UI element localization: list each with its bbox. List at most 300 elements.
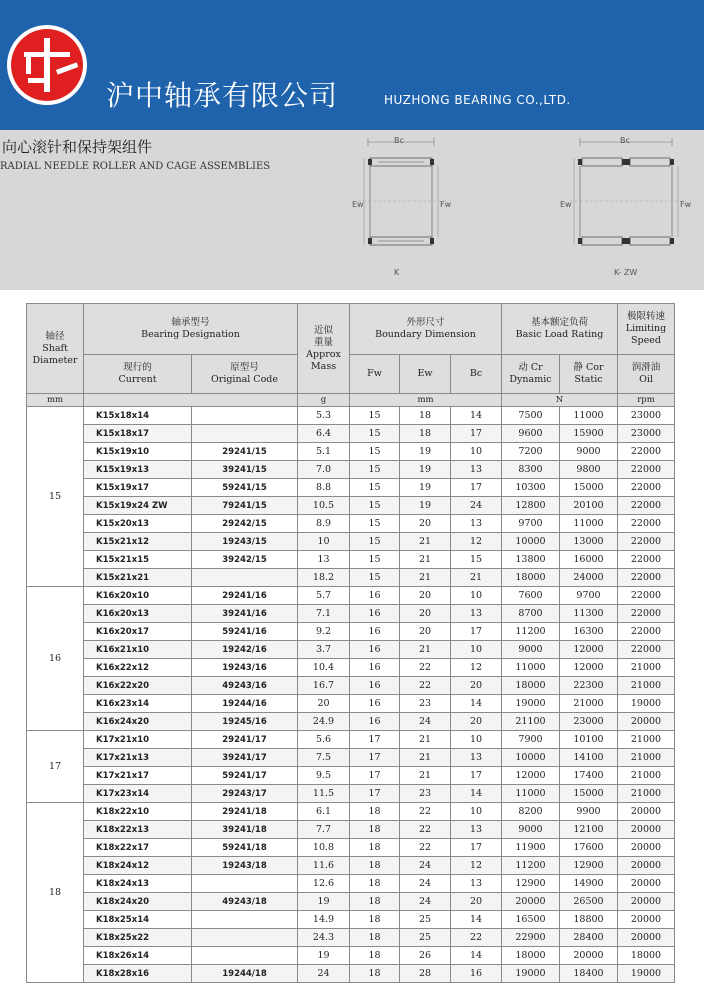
original-cell: 59241/17: [192, 767, 298, 785]
speed-cell: 22000: [618, 515, 675, 533]
designation-cell: K15x21x21: [84, 569, 192, 587]
designation-cell: K16x24x20: [84, 713, 192, 731]
cor-cell: 11000: [560, 407, 618, 425]
ew-label: Ew: [560, 200, 572, 209]
mass-cell: 19: [298, 893, 350, 911]
fw-cell: 18: [350, 947, 400, 965]
bc-cell: 14: [451, 785, 502, 803]
table-row: [27, 803, 675, 821]
table-row: [27, 587, 675, 605]
table-row: [27, 461, 675, 479]
table-row: [27, 569, 675, 587]
speed-cell: 22000: [618, 443, 675, 461]
cr-cell: 7500: [502, 407, 560, 425]
cr-cell: 19000: [502, 965, 560, 983]
mass-cell: 5.7: [298, 587, 350, 605]
designation-cell: K16x23x14: [84, 695, 192, 713]
original-cell: 29241/16: [192, 587, 298, 605]
ew-label: Ew: [352, 200, 364, 209]
original-cell: 29243/17: [192, 785, 298, 803]
fw-cell: 18: [350, 857, 400, 875]
ew-cell: 20: [400, 605, 451, 623]
ew-cell: 23: [400, 695, 451, 713]
fw-cell: 15: [350, 407, 400, 425]
ew-cell: 20: [400, 515, 451, 533]
cor-cell: 24000: [560, 569, 618, 587]
table-row: [27, 695, 675, 713]
table-row: [27, 749, 675, 767]
fw-cell: 18: [350, 965, 400, 983]
cr-cell: 11900: [502, 839, 560, 857]
bc-cell: 10: [451, 803, 502, 821]
speed-cell: 20000: [618, 875, 675, 893]
mass-cell: 9.2: [298, 623, 350, 641]
header-oil: 润滑油 Oil: [618, 355, 675, 394]
header-speed: 极限转速 Limiting Speed: [618, 304, 675, 355]
ew-cell: 21: [400, 551, 451, 569]
speed-cell: 22000: [618, 551, 675, 569]
table-row: [27, 497, 675, 515]
mass-cell: 7.0: [298, 461, 350, 479]
mass-cell: 10.4: [298, 659, 350, 677]
header-load: 基本额定负荷 Basic Load Rating: [502, 304, 618, 355]
speed-cell: 18000: [618, 947, 675, 965]
mass-cell: 7.5: [298, 749, 350, 767]
original-cell: [192, 425, 298, 443]
cr-cell: 22900: [502, 929, 560, 947]
ew-cell: 24: [400, 893, 451, 911]
designation-cell: K17x23x14: [84, 785, 192, 803]
fw-cell: 15: [350, 443, 400, 461]
bc-cell: 10: [451, 641, 502, 659]
speed-cell: 20000: [618, 821, 675, 839]
mass-cell: 5.3: [298, 407, 350, 425]
fw-cell: 15: [350, 479, 400, 497]
table-row: [27, 911, 675, 929]
designation-cell: K18x26x14: [84, 947, 192, 965]
fw-cell: 16: [350, 623, 400, 641]
bc-label: Bc: [620, 136, 630, 145]
header-bc: Bc: [451, 355, 502, 394]
designation-cell: K16x22x20: [84, 677, 192, 695]
ew-cell: 28: [400, 965, 451, 983]
bc-cell: 13: [451, 461, 502, 479]
fw-cell: 15: [350, 461, 400, 479]
cor-cell: 17600: [560, 839, 618, 857]
fw-cell: 18: [350, 929, 400, 947]
designation-cell: K15x20x13: [84, 515, 192, 533]
fw-cell: 16: [350, 659, 400, 677]
designation-cell: K18x22x10: [84, 803, 192, 821]
bc-label: Bc: [394, 136, 404, 145]
bc-cell: 17: [451, 767, 502, 785]
original-cell: [192, 875, 298, 893]
speed-cell: 22000: [618, 569, 675, 587]
fw-cell: 18: [350, 821, 400, 839]
cor-cell: 15000: [560, 479, 618, 497]
mass-cell: 5.6: [298, 731, 350, 749]
bc-cell: 17: [451, 425, 502, 443]
designation-cell: K16x20x17: [84, 623, 192, 641]
bc-cell: 17: [451, 839, 502, 857]
header-mass: 近似 重量 Approx Mass: [298, 304, 350, 394]
cor-cell: 20100: [560, 497, 618, 515]
cor-cell: 18800: [560, 911, 618, 929]
original-cell: 19244/18: [192, 965, 298, 983]
cor-cell: 12900: [560, 857, 618, 875]
table-row: [27, 713, 675, 731]
cr-cell: 20000: [502, 893, 560, 911]
ew-cell: 21: [400, 641, 451, 659]
cr-cell: 8700: [502, 605, 560, 623]
ew-cell: 24: [400, 713, 451, 731]
speed-cell: 21000: [618, 659, 675, 677]
ew-cell: 21: [400, 749, 451, 767]
speed-cell: 22000: [618, 641, 675, 659]
header-shaft: 轴径 Shaft Diameter: [27, 304, 84, 394]
unit-shaft: mm: [27, 394, 84, 407]
ew-cell: 18: [400, 425, 451, 443]
ew-cell: 18: [400, 407, 451, 425]
fw-cell: 17: [350, 785, 400, 803]
original-cell: 19243/18: [192, 857, 298, 875]
fw-cell: 15: [350, 515, 400, 533]
designation-cell: K15x18x14: [84, 407, 192, 425]
speed-cell: 21000: [618, 785, 675, 803]
table-row: [27, 893, 675, 911]
ew-cell: 20: [400, 623, 451, 641]
designation-cell: K18x24x13: [84, 875, 192, 893]
cr-cell: 7900: [502, 731, 560, 749]
cor-cell: 28400: [560, 929, 618, 947]
mass-cell: 24.3: [298, 929, 350, 947]
original-cell: 19242/16: [192, 641, 298, 659]
original-cell: 19243/16: [192, 659, 298, 677]
bc-cell: 10: [451, 731, 502, 749]
original-cell: 39242/15: [192, 551, 298, 569]
ew-cell: 21: [400, 569, 451, 587]
cor-cell: 23000: [560, 713, 618, 731]
original-cell: [192, 947, 298, 965]
speed-cell: 22000: [618, 587, 675, 605]
cr-cell: 21100: [502, 713, 560, 731]
header-dynamic: 动 Cr Dynamic: [502, 355, 560, 394]
fw-cell: 16: [350, 587, 400, 605]
designation-cell: K16x20x10: [84, 587, 192, 605]
cor-cell: 12000: [560, 641, 618, 659]
mass-cell: 13: [298, 551, 350, 569]
k-zw-cage-drawing: [566, 134, 690, 264]
table-row: [27, 731, 675, 749]
mass-cell: 3.7: [298, 641, 350, 659]
table-row: [27, 623, 675, 641]
original-cell: 19245/16: [192, 713, 298, 731]
designation-cell: K17x21x17: [84, 767, 192, 785]
cor-cell: 16000: [560, 551, 618, 569]
cor-cell: 17400: [560, 767, 618, 785]
cr-cell: 9600: [502, 425, 560, 443]
header-ew: Ew: [400, 355, 451, 394]
fw-cell: 16: [350, 605, 400, 623]
mass-cell: 12.6: [298, 875, 350, 893]
table-row: [27, 677, 675, 695]
designation-cell: K15x18x17: [84, 425, 192, 443]
table-row: [27, 515, 675, 533]
fw-cell: 15: [350, 425, 400, 443]
table-row: [27, 821, 675, 839]
header-boundary: 外形尺寸 Boundary Dimension: [350, 304, 502, 355]
cr-cell: 11000: [502, 785, 560, 803]
ew-cell: 22: [400, 677, 451, 695]
designation-cell: K17x21x13: [84, 749, 192, 767]
bearing-table: [26, 303, 675, 983]
ew-cell: 24: [400, 857, 451, 875]
speed-cell: 20000: [618, 839, 675, 857]
bearing-table-wrap: [26, 303, 675, 983]
speed-cell: 19000: [618, 695, 675, 713]
cor-cell: 10100: [560, 731, 618, 749]
header-current: 现行的 Current: [84, 355, 192, 394]
ew-cell: 20: [400, 587, 451, 605]
mass-cell: 11.6: [298, 857, 350, 875]
cor-cell: 15900: [560, 425, 618, 443]
fw-cell: 18: [350, 875, 400, 893]
cr-cell: 8300: [502, 461, 560, 479]
fw-cell: 17: [350, 731, 400, 749]
original-cell: 59241/18: [192, 839, 298, 857]
original-cell: [192, 569, 298, 587]
speed-cell: 20000: [618, 803, 675, 821]
fw-cell: 16: [350, 677, 400, 695]
company-name-cn: 沪中轴承有限公司: [106, 79, 339, 112]
cor-cell: 22300: [560, 677, 618, 695]
speed-cell: 22000: [618, 497, 675, 515]
table-row: [27, 965, 675, 983]
fw-label: Fw: [440, 200, 452, 209]
speed-cell: 22000: [618, 479, 675, 497]
cor-cell: 9000: [560, 443, 618, 461]
header-banner: [0, 0, 704, 130]
bc-cell: 12: [451, 533, 502, 551]
fw-label: Fw: [680, 200, 692, 209]
table-row: [27, 857, 675, 875]
bc-cell: 16: [451, 965, 502, 983]
original-cell: 49243/16: [192, 677, 298, 695]
cor-cell: 20000: [560, 947, 618, 965]
mass-cell: 16.7: [298, 677, 350, 695]
speed-cell: 22000: [618, 605, 675, 623]
company-logo-icon: [4, 22, 90, 108]
speed-cell: 22000: [618, 533, 675, 551]
designation-cell: K18x25x22: [84, 929, 192, 947]
bc-cell: 17: [451, 479, 502, 497]
speed-cell: 20000: [618, 893, 675, 911]
designation-cell: K15x19x24 ZW: [84, 497, 192, 515]
cr-cell: 10000: [502, 749, 560, 767]
bc-cell: 14: [451, 911, 502, 929]
table-row: [27, 875, 675, 893]
original-cell: 19244/16: [192, 695, 298, 713]
cor-cell: 9900: [560, 803, 618, 821]
designation-cell: K18x28x16: [84, 965, 192, 983]
bc-cell: 13: [451, 749, 502, 767]
cor-cell: 12100: [560, 821, 618, 839]
k-cage-drawing: [352, 134, 452, 264]
original-cell: 39241/18: [192, 821, 298, 839]
mass-cell: 8.9: [298, 515, 350, 533]
speed-cell: 22000: [618, 461, 675, 479]
ew-cell: 22: [400, 659, 451, 677]
ew-cell: 24: [400, 875, 451, 893]
original-cell: 79241/15: [192, 497, 298, 515]
cr-cell: 18000: [502, 947, 560, 965]
bc-cell: 13: [451, 875, 502, 893]
cr-cell: 9000: [502, 821, 560, 839]
diagram-k-zw: [560, 134, 692, 277]
fw-cell: 15: [350, 497, 400, 515]
mass-cell: 11.5: [298, 785, 350, 803]
designation-cell: K15x21x15: [84, 551, 192, 569]
fw-cell: 17: [350, 767, 400, 785]
unit-designation: [84, 394, 298, 407]
bc-cell: 10: [451, 443, 502, 461]
original-cell: 59241/16: [192, 623, 298, 641]
section-title-cn: 向心滚针和保持架组件: [2, 138, 153, 156]
cor-cell: 11000: [560, 515, 618, 533]
cr-cell: 11000: [502, 659, 560, 677]
fw-cell: 16: [350, 695, 400, 713]
table-row: [27, 425, 675, 443]
shaft-diameter-cell: 15: [27, 407, 84, 587]
bc-cell: 12: [451, 857, 502, 875]
bc-cell: 14: [451, 695, 502, 713]
original-cell: 39241/16: [192, 605, 298, 623]
cr-cell: 9700: [502, 515, 560, 533]
speed-cell: 21000: [618, 767, 675, 785]
ew-cell: 21: [400, 731, 451, 749]
bc-cell: 24: [451, 497, 502, 515]
bc-cell: 13: [451, 515, 502, 533]
header-designation: 轴承型号 Bearing Designation: [84, 304, 298, 355]
fw-cell: 18: [350, 893, 400, 911]
mass-cell: 24: [298, 965, 350, 983]
unit-dims: mm: [350, 394, 502, 407]
table-row: [27, 929, 675, 947]
table-row: [27, 659, 675, 677]
fw-cell: 18: [350, 839, 400, 857]
table-row: [27, 551, 675, 569]
mass-cell: 10: [298, 533, 350, 551]
original-cell: [192, 407, 298, 425]
speed-cell: 20000: [618, 713, 675, 731]
mass-cell: 24.9: [298, 713, 350, 731]
diagram-type-label: K- ZW: [614, 268, 638, 277]
table-row: [27, 533, 675, 551]
unit-speed: rpm: [618, 394, 675, 407]
table-row: [27, 839, 675, 857]
designation-cell: K18x22x17: [84, 839, 192, 857]
cr-cell: 12000: [502, 767, 560, 785]
speed-cell: 23000: [618, 425, 675, 443]
speed-cell: 20000: [618, 911, 675, 929]
cr-cell: 18000: [502, 677, 560, 695]
unit-mass: g: [298, 394, 350, 407]
mass-cell: 6.4: [298, 425, 350, 443]
original-cell: [192, 929, 298, 947]
fw-cell: 15: [350, 569, 400, 587]
speed-cell: 20000: [618, 929, 675, 947]
designation-cell: K18x24x12: [84, 857, 192, 875]
original-cell: 49243/18: [192, 893, 298, 911]
fw-cell: 15: [350, 533, 400, 551]
original-cell: 39241/17: [192, 749, 298, 767]
ew-cell: 21: [400, 533, 451, 551]
cr-cell: 13800: [502, 551, 560, 569]
cor-cell: 12000: [560, 659, 618, 677]
table-row: [27, 641, 675, 659]
designation-cell: K15x21x12: [84, 533, 192, 551]
cr-cell: 9000: [502, 641, 560, 659]
mass-cell: 5.1: [298, 443, 350, 461]
fw-cell: 18: [350, 911, 400, 929]
cor-cell: 18400: [560, 965, 618, 983]
ew-cell: 26: [400, 947, 451, 965]
bc-cell: 20: [451, 893, 502, 911]
designation-cell: K18x24x20: [84, 893, 192, 911]
cr-cell: 8200: [502, 803, 560, 821]
fw-cell: 17: [350, 749, 400, 767]
mass-cell: 18.2: [298, 569, 350, 587]
speed-cell: 21000: [618, 677, 675, 695]
bc-cell: 20: [451, 677, 502, 695]
fw-cell: 16: [350, 713, 400, 731]
ew-cell: 23: [400, 785, 451, 803]
cor-cell: 13000: [560, 533, 618, 551]
bc-cell: 13: [451, 605, 502, 623]
cor-cell: 21000: [560, 695, 618, 713]
ew-cell: 22: [400, 803, 451, 821]
cr-cell: 19000: [502, 695, 560, 713]
original-cell: 39241/15: [192, 461, 298, 479]
designation-cell: K18x25x14: [84, 911, 192, 929]
mass-cell: 19: [298, 947, 350, 965]
designation-cell: K16x22x12: [84, 659, 192, 677]
designation-cell: K17x21x10: [84, 731, 192, 749]
mass-cell: 7.7: [298, 821, 350, 839]
original-cell: [192, 911, 298, 929]
designation-cell: K16x21x10: [84, 641, 192, 659]
speed-cell: 23000: [618, 407, 675, 425]
speed-cell: 19000: [618, 965, 675, 983]
mass-cell: 10.5: [298, 497, 350, 515]
cr-cell: 16500: [502, 911, 560, 929]
original-cell: 29241/17: [192, 731, 298, 749]
mass-cell: 6.1: [298, 803, 350, 821]
table-row: [27, 407, 675, 425]
table-row: [27, 785, 675, 803]
original-cell: 59241/15: [192, 479, 298, 497]
designation-cell: K15x19x17: [84, 479, 192, 497]
shaft-diameter-cell: 18: [27, 803, 84, 983]
cor-cell: 11300: [560, 605, 618, 623]
bc-cell: 14: [451, 407, 502, 425]
fw-cell: 16: [350, 641, 400, 659]
header-static: 静 Cor Static: [560, 355, 618, 394]
cor-cell: 26500: [560, 893, 618, 911]
ew-cell: 22: [400, 821, 451, 839]
table-row: [27, 479, 675, 497]
bc-cell: 17: [451, 623, 502, 641]
